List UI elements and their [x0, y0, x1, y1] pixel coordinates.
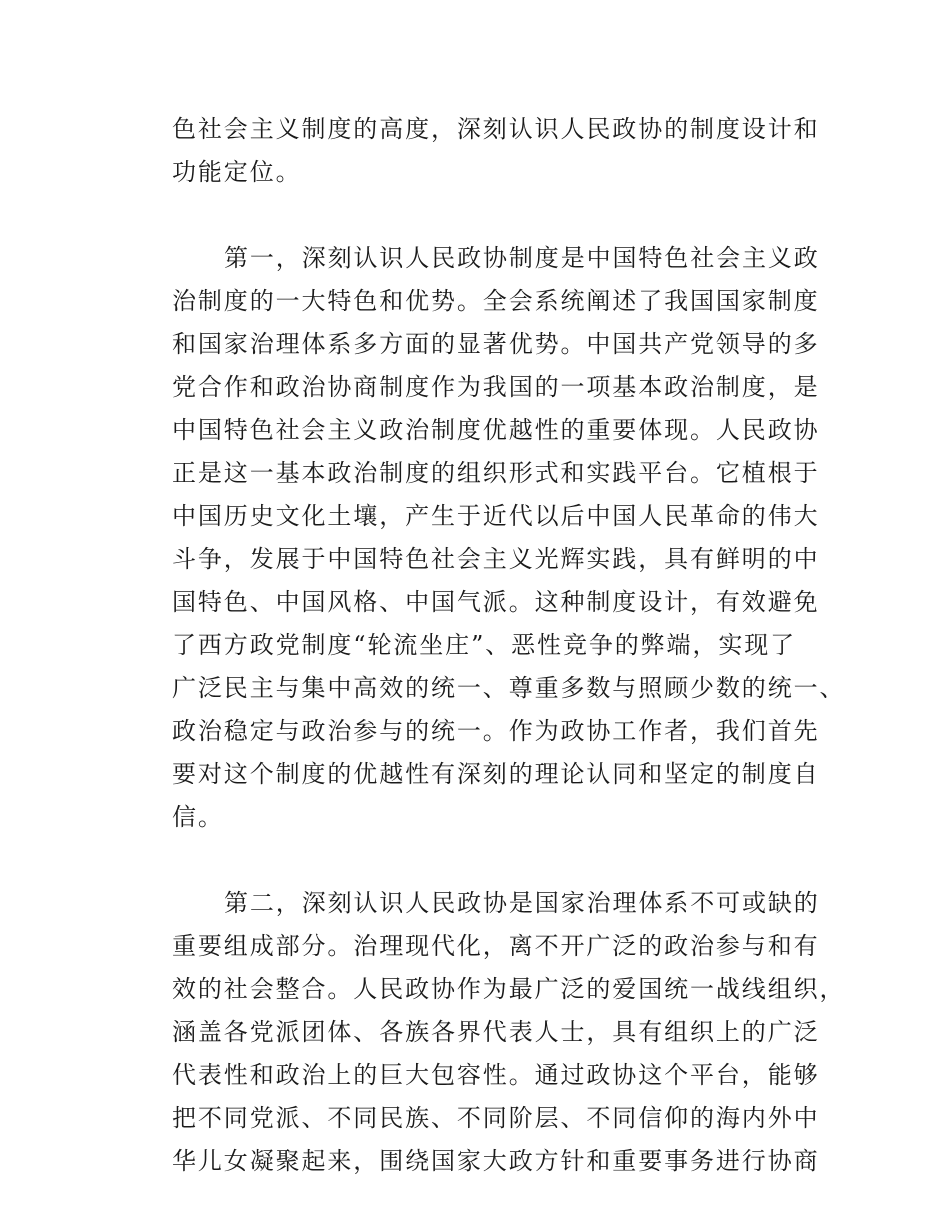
text-line: 中国历史文化土壤，产生于近代以后中国人民革命的伟大 [172, 502, 820, 530]
text-line: 第一，深刻认识人民政协制度是中国特色社会主义政 [224, 244, 820, 272]
text-line: 色社会主义制度的高度，深刻认识人民政协的制度设计和 [172, 115, 820, 143]
text-line: 党合作和政治协商制度作为我国的一项基本政治制度，是 [172, 373, 820, 401]
text-line: 正是这一基本政治制度的组织形式和实践平台。它植根于 [172, 459, 820, 487]
text-line: 效的社会整合。人民政协作为最广泛的爱国统一战线组织， [172, 975, 846, 1003]
document-page [172, 108, 846, 1226]
text-line: 中国特色社会主义政治制度优越性的重要体现。人民政协 [172, 416, 820, 444]
paragraph [172, 108, 820, 194]
text-line: 重要组成部分。治理现代化，离不开广泛的政治参与和有 [172, 932, 820, 960]
text-line: 政治稳定与政治参与的统一。作为政协工作者，我们首先 [172, 717, 820, 745]
paragraph [172, 882, 846, 1183]
text-line: 代表性和政治上的巨大包容性。通过政协这个平台，能够 [172, 1061, 820, 1089]
paragraph [172, 237, 846, 839]
text-line: 信。 [172, 803, 224, 831]
text-line: 要对这个制度的优越性有深刻的理论认同和坚定的制度自 [172, 760, 820, 788]
text-line: 涵盖各党派团体、各族各界代表人士，具有组织上的广泛 [172, 1018, 820, 1046]
text-line: 第二，深刻认识人民政协是国家治理体系不可或缺的 [224, 889, 820, 917]
text-line: 了西方政党制度“轮流坐庄”、恶性竞争的弊端，实现了 [172, 631, 797, 659]
text-line: 斗争，发展于中国特色社会主义光辉实践，具有鲜明的中 [172, 545, 820, 573]
text-line: 华儿女凝聚起来，围绕国家大政方针和重要事务进行协商 [172, 1147, 820, 1175]
text-line: 国特色、中国风格、中国气派。这种制度设计，有效避免 [172, 588, 820, 616]
text-line: 功能定位。 [172, 158, 302, 186]
text-line: 和国家治理体系多方面的显著优势。中国共产党领导的多 [172, 330, 820, 358]
text-line: 治制度的一大特色和优势。全会系统阐述了我国国家制度 [172, 287, 820, 315]
text-line: 广泛民主与集中高效的统一、尊重多数与照顾少数的统一、 [172, 674, 846, 702]
text-line: 把不同党派、不同民族、不同阶层、不同信仰的海内外中 [172, 1104, 820, 1132]
